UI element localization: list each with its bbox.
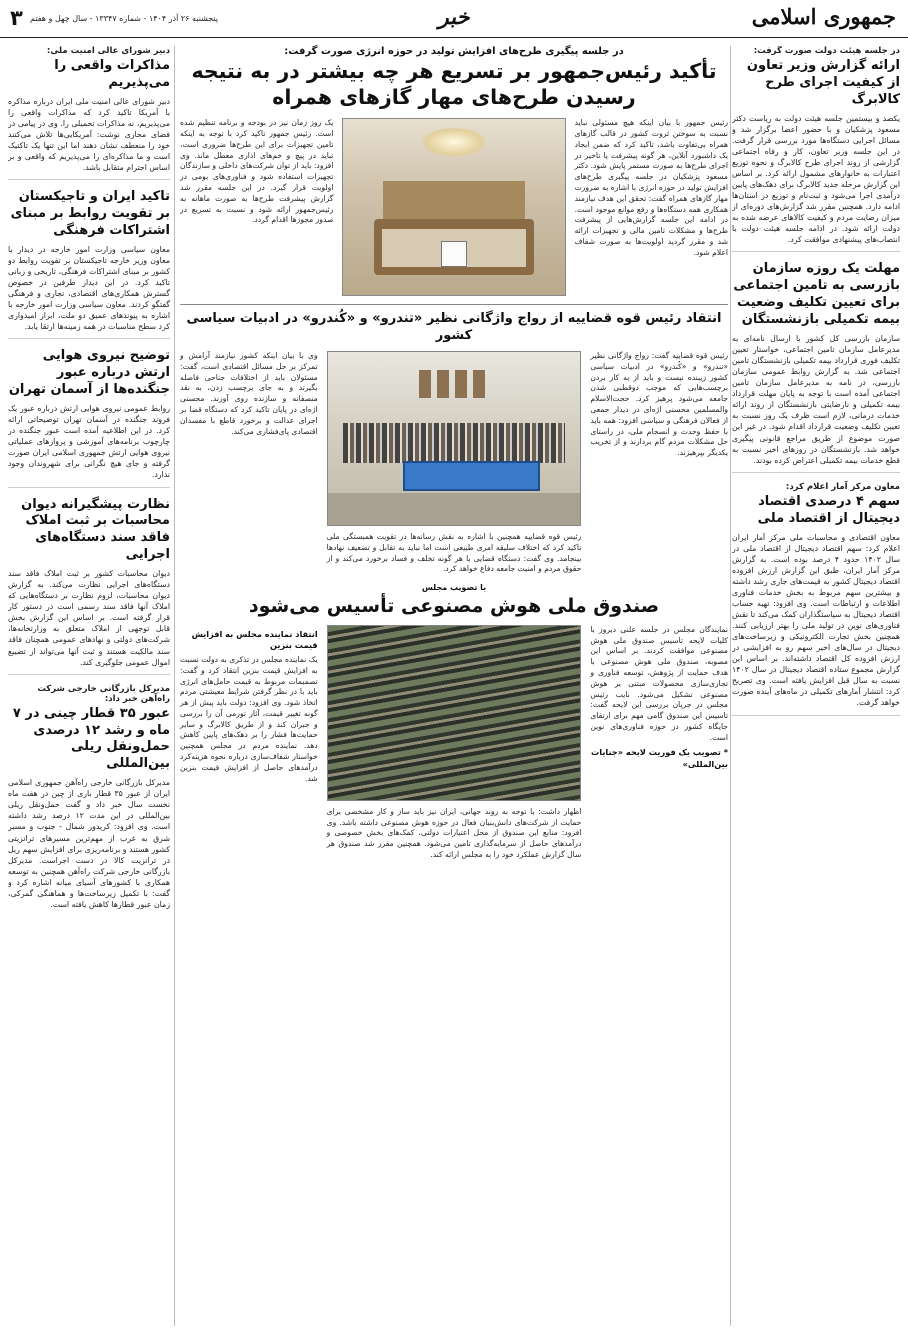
judiciary-story-row: [180, 351, 728, 575]
column-divider: [730, 46, 731, 1326]
meeting-hall-photo: [342, 118, 565, 296]
story-railway: [8, 684, 170, 916]
story-kicker: دبیر شورای عالی امنیت ملی:: [46, 46, 170, 56]
ai-text-left: [180, 625, 318, 861]
column-divider: [174, 46, 175, 1326]
story-air-force: [8, 348, 170, 487]
section-title: خبر: [438, 4, 470, 29]
ai-kicker: با تصویب مجلس: [421, 583, 487, 593]
page-number: ۳: [10, 6, 23, 30]
ceremony-photo: [327, 351, 582, 526]
main-content: [180, 46, 728, 861]
lead-story-photo-col: [342, 118, 565, 296]
story-headline: عبور ۳۵ قطار چینی در ۷ ماه و رشد ۱۲ درصدی حمل‌ونقل ریلی بین‌المللی: [12, 705, 170, 772]
story-headline: مهلت یک روزه سازمان بازرسی به تامین اجتماعی برای تعیین تکلیف وضعیت بیمه تکمیلی بازنشستگان: [733, 261, 900, 328]
newspaper-logo: جمهوری اسلامی: [751, 4, 896, 29]
parliament-seats-shape: [328, 626, 581, 800]
judiciary-body-mid: رئیس قوه قضاییه همچنین با اشاره به نقش رسانه‌ها در تقویت همبستگی ملی تاکید کرد که اختلاف سلیقه امری طبیعی است اما نباید به تقابل و تضعیف نهادها بینجامد. وی گفت: دستگاه قضایی با هر گونه تخلف و فساد برخورد می‌کند و از حقوق مردم و امنیت جامعه دفاع خواهد کرد.: [326, 532, 582, 574]
story-digital-economy: [732, 482, 900, 716]
judiciary-text-left: [180, 351, 318, 575]
judiciary-headline: انتقاد رئیس قوه قضاییه از رواج واژگانی نظیر «تندرو» و «کُندرو» در ادبیات سیاسی کشور: [180, 304, 728, 345]
story-body: روابط عمومی نیروی هوایی ارتش درباره عبور یک فروند جنگنده در آسمان تهران توضیحاتی ارائه کرد. در این اطلاعیه آمده است عبور جنگنده در چارچوب برنامه‌های آموزشی و پروازهای عملیاتی نیروی هوایی ارتش جمهوری اسلامی ایران صورت گرفته و جای هیچ نگرانی برای شهروندان وجود ندارد.: [8, 404, 170, 480]
story-headline: توضیح نیروی هوایی ارتش درباره عبور جنگنده‌ها از آسمان تهران: [8, 348, 170, 398]
story-security-council: [8, 46, 170, 180]
banner-shape: [403, 461, 539, 491]
ai-text-right: [590, 625, 728, 861]
ai-body-mid: اظهار داشت: با توجه به روند جهانی، ایران نیز باید ساز و کار مشخصی برای حمایت از شرکت‌های دانش‌بنیان فعال در حوزه هوش مصنوعی داشته باشد. وی افزود: منابع این صندوق از محل اعتبارات دولتی، کمک‌های بخش خصوصی و درآمدهای حاصل از سرمایه‌گذاری تامین می‌شود. همچنین مقرر شد صندوق هر سال گزارش عملکرد خود را به مجلس ارائه کند.: [326, 806, 582, 859]
lead-story-row: [180, 118, 728, 296]
ai-photo-col: [327, 625, 582, 861]
wall-panel-shape: [383, 181, 525, 221]
story-body: معاون اقتصادی و محاسبات ملی مرکز آمار ایران اعلام کرد: سهم اقتصاد دیجیتال از اقتصاد ملی در سال ۱۴۰۲ حدود ۴ درصد بوده است. به گزارش مرکز آمار ایران، طبق این گزارش ارزش افزوده اقتصاد دیجیتال کشور به قیمت‌های جاری رشد داشته و بیشترین سهم مربوط به بخش خدمات فناوری اطلاعات و ارتباطات است. وی افزود: تهیه حساب اقتصاد دیجیتال به سیاستگذاران کمک می‌کند تا نقش فناوری‌های نوین در تولید ملی را بهتر ارزیابی کنند. همچنین بخش تجارت الکترونیکی و زیرساخت‌های دیجیتال در سال‌های اخیر سهم رو به افزایشی در ارزش افزوده کل اقتصاد داشته‌اند. بر اساس این گزارش مجموع ستاده اقتصاد دیجیتال در سال ۱۴۰۲ نسبت به سال قبل افزایش یافته است. وی تصریح کرد: انتشار آمارهای تکمیلی در ماه‌های آینده صورت خواهد گرفت.: [732, 532, 900, 708]
chandelier-shape: [421, 127, 487, 157]
ai-headline: صندوق ملی هوش مصنوعی تأسیس می‌شود: [248, 595, 660, 618]
portraits-shape: [419, 370, 490, 398]
judiciary-text-right: [590, 351, 728, 575]
judiciary-photo-col: [327, 351, 582, 575]
story-cabinet-meeting: [732, 46, 900, 252]
judiciary-body-right: رئیس قوه قضاییه گفت: رواج واژگانی نظیر «تندرو» و «کُندرو» در ادبیات سیاسی کشور زیبنده نیست و باید از به کار بردن برچسب‌هایی که موجب دوقطبی شدن جامعه می‌شود پرهیز کرد. حجت‌الاسلام والمسلمین محسنی اژه‌ای در دیدار جمعی از فعالان فرهنگی و سیاسی افزود: همه باید با حفظ وحدت و انسجام ملی، در راستای حل مشکلات مردم گام بردارند و از تخریب یکدیگر بپرهیزند.: [590, 351, 728, 458]
story-body: معاون سیاسی وزارت امور خارجه در دیدار با معاون وزیر خارجه تاجیکستان بر تقویت روابط دو کشور بر مبنای اشتراکات فرهنگی، تاریخی و زبانی تاکید کرد. در این دیدار طرفین در خصوص گسترش همکاری‌های اقتصادی، تجاری و فرهنگی گفتگو کردند. معاون سیاسی وزارت امور خارجه با اشاره به پیوندهای عمیق دو ملت، ابراز امیدواری کرد سطح مناسبات در همه زمینه‌ها ارتقا یابد.: [8, 244, 170, 332]
story-body: دیوان محاسبات کشور بر ثبت املاک فاقد سند دستگاه‌های اجرایی نظارت می‌کند. به گزارش دیوان محاسبات، لزوم نظارت بر دستگاه‌هایی که املاک آنها فاقد سند رسمی است در دستور کار قرار گرفته است. بر اساس این گزارش بخش قابل توجهی از املاک متعلق به وزارتخانه‌ها، شرکت‌های دولتی و نهادهای عمومی همچنان فاقد سند مالکیت هستند و ثبت آنها می‌تواند از تضییع اموال عمومی جلوگیری کند.: [8, 569, 170, 667]
story-kicker: معاون مرکز آمار اعلام کرد:: [785, 481, 900, 492]
story-audit-court: [8, 497, 170, 675]
story-body: دبیر شورای عالی امنیت ملی ایران درباره مذاکره با آمریکا تاکید کرد که مذاکرات واقعی را می‌پذیریم، نه مذاکرات تحمیلی را. وی در پیامی در فضای مجازی نوشت: آمریکایی‌ها تلاش می‌کنند خود را منعطف نشان دهند اما این تنها یک تاکتیک است و ما مذاکره‌ای را می‌پذیریم که واقعی و بر اساس احترام متقابل باشد.: [8, 96, 170, 173]
story-kicker: در جلسه هیئت دولت صورت گرفت:: [753, 46, 900, 56]
parliament-photo: [327, 625, 582, 801]
lead-kicker: در جلسه پیگیری طرح‌های افزایش تولید در حوزه انرژی صورت گرفت:: [284, 46, 624, 57]
right-column: [732, 46, 900, 725]
lead-body-left: یک روز زمان نیز در بودجه و برنامه تنظیم شده است. رئیس جمهور تاکید کرد با توجه به اینکه تامین تجهیزات برای این طرح‌ها ضروری است، نباید در پیچ و خم‌های اداری معطل ماند. وی افزود: باید از توان شرکت‌های داخلی و سازندگان تجهیزات استفاده شود و فناوری‌های بومی در اولویت قرار گیرد. در این جلسه مقرر شد گزارش پیشرفت طرح‌ها به صورت ماهانه به رئیس‌جمهور ارائه شود و نسبت به تسریع در صدور مجوزها اقدام گردد.: [180, 118, 334, 225]
ai-body-left: یک نماینده مجلس در تذکری به دولت نسبت به افزایش قیمت بنزین انتقاد کرد و گفت: تصمیمات مربوط به قیمت حامل‌های انرژی باید با در نظر گرفتن شرایط معیشتی مردم اتخاذ شود. وی افزود: دولت باید پیش از هر گونه تغییر قیمت، آثار تورمی آن را بررسی و جبران کند و از طریق کالابرگ و سایر حمایت‌ها فشار را بر دهک‌های پایین کاهش دهد. نماینده مردم در مجلس همچنین خواستار شفاف‌سازی درباره نحوه هزینه‌کرد درآمدهای حاصل از افزایش قیمت بنزین شد.: [180, 654, 318, 783]
story-headline: تاکید ایران و تاجیکستان بر تقویت روابط بر مبنای اشتراکات فرهنگی: [10, 189, 170, 238]
ai-subhead-right: * تصویب یک فوریت لایحه «جنایات بین‌المللی»: [591, 747, 728, 769]
ai-story-row: [180, 625, 728, 861]
lead-body-right: رئیس جمهور با بیان اینکه هیچ مسئولی نباید نسبت به سوختن ثروت کشور در قالب گازهای همراه بی‌تفاوت باشد، تاکید کرد که ضمن ایجاد یک داشبورد آنلاین، هر گونه پیشرفت یا تاخیر در اجرای طرح‌ها به صورت مستمر پایش شود. دکتر مسعود پزشکیان در جلسه پیگیری طرح‌های افزایش تولید در حوزه انرژی با اشاره به ضرورت مهار گازهای همراه گفت: تحقق این هدف نیازمند همکاری همه دستگاه‌ها و رفع موانع موجود است. در ادامه این جلسه گزارش‌هایی از پیشرفت طرح‌ها و مشکلات تامین مالی و تجهیزات ارائه شد و مقرر گردید اولویت‌ها به صورت شفاف اعلام شود.: [574, 118, 728, 257]
story-headline: سهم ۴ درصدی اقتصاد دیجیتال از اقتصاد ملی: [757, 493, 900, 526]
story-headline: نظارت پیشگیرانه دیوان محاسبات بر ثبت املاک فاقد سند دستگاه‌های اجرایی: [21, 496, 170, 563]
story-iran-tajikistan: [8, 189, 170, 339]
display-screen-shape: [441, 241, 468, 267]
story-inspection-deadline: [732, 261, 900, 472]
floor-shape: [328, 493, 581, 525]
ai-subhead-mid: انتقاد نماینده مجلس به افزایش قیمت بنزین: [191, 628, 318, 650]
lead-story-text-right: [575, 118, 728, 296]
masthead: [0, 0, 908, 38]
story-body: مدیرکل بازرگانی خارجی راه‌آهن جمهوری اسلامی ایران از عبور ۳۵ قطار باری از چین در هفت ماه نخست سال خبر داد و گفت حمل‌ونقل ریلی بین‌المللی در این مدت ۱۲ درصد رشد داشته است. وی افزود: کریدور شمال - جنوب و مسیر شرق به غرب از مهم‌ترین مسیرهای ترانزیتی کشور هستند و برنامه‌ریزی برای افزایش سهم ریل در ترانزیت کالا در دست اجراست. مدیرکل بازرگانی خارجی شرکت راه‌آهن همچنین به توسعه همکاری با کشورهای آسیای میانه اشاره کرد و گفت: با تکمیل زیرساخت‌ها و هماهنگی گمرکی، زمان عبور قطارها کاهش یافته است.: [8, 778, 170, 909]
story-headline: ارائه گزارش وزیر تعاون از کیفیت اجرای طرح کالابرگ: [746, 58, 900, 107]
lead-headline: تأکید رئیس‌جمهور بر تسریع هر چه بیشتر در به نتیجه رسیدن طرح‌های مهار گازهای همراه: [191, 59, 717, 109]
story-body: سازمان بازرسی کل کشور با ارسال نامه‌ای به مدیرعامل سازمان تامین اجتماعی، خواستار تعیین تکلیف فوری قرارداد بیمه تکمیلی بازنشستگان تامین اجتماعی شد. به گزارش روابط عمومی سازمان بازرسی، در نامه به مدیرعامل سازمان تامین اجتماعی آمده است با توجه به پایان مهلت قرارداد بیمه تکمیلی و نارضایتی بازنشستگان از روند ارائه خدمات درمانی، لازم است ظرف یک روز نسبت به تعیین تکلیف وضعیت قرارداد اقدام شود. در غیر این صورت موضوع از طریق مراجع قانونی پیگیری خواهد شد. بازنشستگان در روزهای اخیر نسبت به قطع خدمات بیمه تکمیلی اعتراض کرده بودند.: [732, 333, 900, 465]
story-body: یکصد و بیستمین جلسه هیئت دولت به ریاست دکتر مسعود پزشکیان و با حضور اعضا برگزار شد و مسائل اجرایی دستگاه‌ها مورد بررسی قرار گرفت. در این جلسه وزیر تعاون، کار و رفاه اجتماعی گزارشی از روند اجرای طرح کالابرگ و نحوه توزیع اعتبارات به خانوارهای مشمول ارائه کرد. بر اساس این گزارش مرحله جدید کالابرگ برای دهک‌های پایین درآمدی اجرا می‌شود و ثبت‌نام و توزیع در استان‌ها ادامه دارد. همچنین مقرر شد گزارش‌های دوره‌ای از میزان رضایت مردم و کیفیت کالاهای عرضه شده به دولت ارائه شود. در ادامه جلسه هیئت دولت با انتصاب‌های پیشنهادی موافقت کرد.: [732, 113, 900, 245]
judiciary-body-left: وی با بیان اینکه کشور نیازمند آرامش و تمرکز بر حل مسائل اقتصادی است، گفت: مسئولان باید از اختلافات جناحی فاصله بگیرند و به جای برچسب زدن، به نقد منصفانه و سازنده روی آورند. محسنی اژه‌ای در پایان تاکید کرد که دستگاه قضا بر اجرای عدالت و برخورد قاطع با مفسدان اقتصادی پای‌فشاری می‌کند.: [180, 351, 318, 436]
left-column: [8, 46, 170, 925]
story-headline: مذاکرات واقعی را می‌پذیریم: [54, 58, 170, 90]
story-kicker: مدیرکل بازرگانی خارجی شرکت راه‌آهن خبر داد:: [37, 683, 170, 704]
crowd-shape: [343, 423, 565, 463]
lead-story-text-left: [180, 118, 333, 296]
issue-date-line: پنجشنبه ۲۶ آذر ۱۴۰۴ - شماره ۱۳۳۴۷ - سال چهل و هفتم: [30, 14, 219, 23]
ai-body-right: نمایندگان مجلس در جلسه علنی دیروز با کلیات لایحه تاسیس صندوق ملی هوش مصنوعی موافقت کردند. بر اساس این مصوبه، صندوق ملی هوش مصنوعی با هدف حمایت از پژوهش، توسعه فناوری و تجاری‌سازی محصولات مبتنی بر هوش مصنوعی تشکیل می‌شود. نایب رئیس مجلس در جریان بررسی این لایحه گفت: تاسیس این صندوق گامی مهم برای ارتقای جایگاه کشور در حوزه فناوری‌های نوین است.: [590, 624, 728, 742]
